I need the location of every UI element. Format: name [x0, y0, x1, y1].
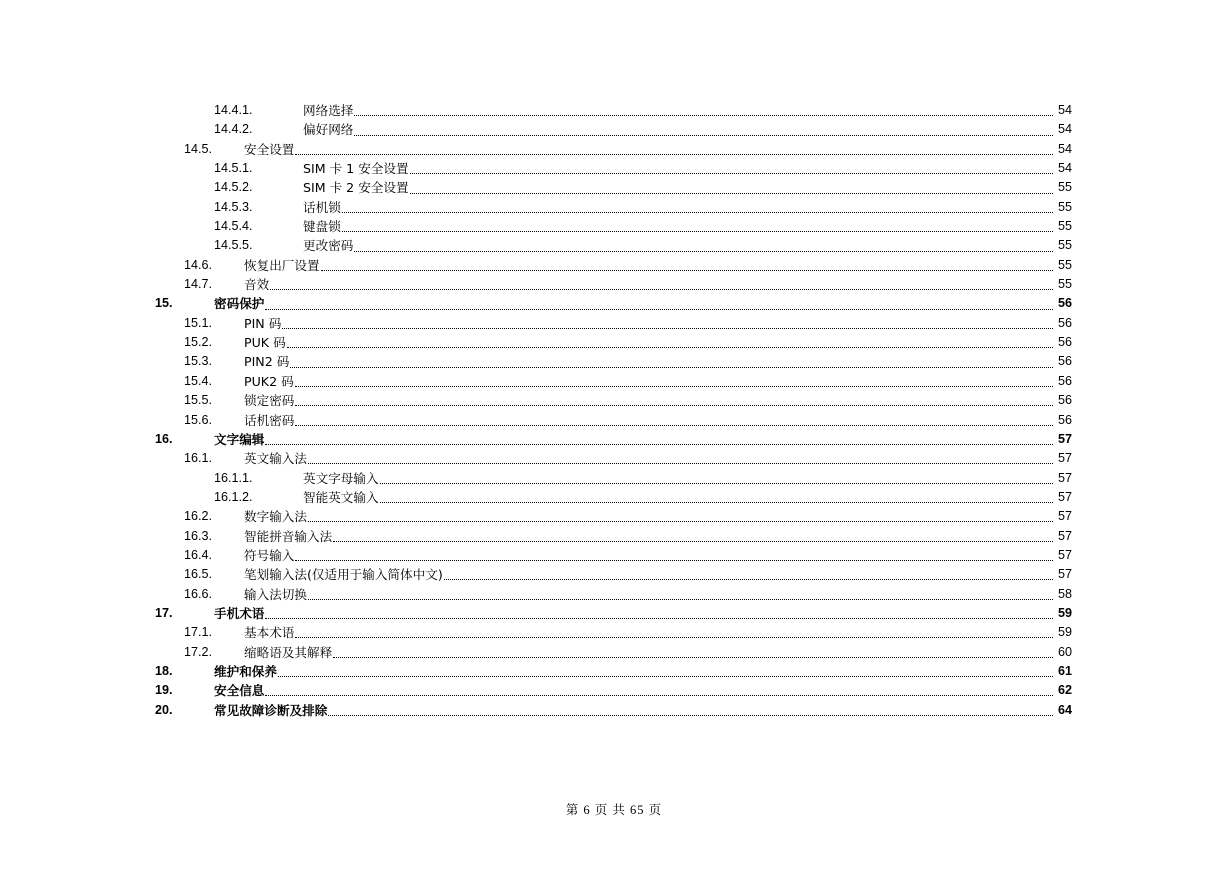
toc-entry[interactable] — [0, 178, 1228, 197]
toc-entry-number: 14.5.1. — [214, 161, 253, 176]
toc-entry-title: 安全信息 — [214, 683, 265, 699]
toc-entry-number: 14.4.1. — [214, 103, 253, 117]
dot-leader — [295, 386, 1053, 387]
toc-entry-number: 15.2. — [184, 335, 213, 350]
toc-entry[interactable] — [0, 372, 1228, 391]
toc-entry-number: 17.2. — [184, 644, 213, 659]
toc-entry-page: 56 — [1057, 335, 1072, 350]
toc-entry-page: 54 — [1057, 141, 1072, 156]
dot-leader — [410, 193, 1053, 194]
toc-entry-page: 57 — [1057, 547, 1072, 562]
toc-entry[interactable] — [0, 527, 1228, 546]
toc-entry-number: 17. — [155, 605, 173, 620]
toc-entry-title: 更改密码 — [303, 238, 354, 254]
toc-entry-number: 16.1.1. — [214, 470, 253, 485]
toc-entry-number: 20. — [155, 702, 173, 717]
toc-entry-title: 基本术语 — [244, 625, 295, 641]
toc-entry-title: 话机密码 — [244, 412, 295, 428]
toc-entry[interactable] — [0, 101, 1228, 120]
toc-entry-number: 15.3. — [184, 354, 213, 369]
toc-entry-page: 57 — [1057, 528, 1072, 543]
dot-leader — [282, 328, 1053, 329]
toc-entry-page: 57 — [1057, 451, 1072, 466]
toc-entry[interactable] — [0, 294, 1228, 313]
toc-entry-title: 英文字母输入 — [303, 470, 379, 486]
toc-entry-page: 64 — [1057, 702, 1072, 717]
dot-leader — [354, 251, 1053, 252]
dot-leader — [270, 289, 1053, 290]
toc-entry-page: 55 — [1057, 277, 1072, 292]
toc-entry-page: 59 — [1057, 625, 1072, 640]
toc-entry-page: 58 — [1057, 586, 1072, 601]
toc-entry-page: 54 — [1057, 103, 1072, 117]
toc-entry-title: 恢复出厂设置 — [244, 257, 320, 273]
toc-entry[interactable] — [0, 488, 1228, 507]
toc-entry[interactable] — [0, 391, 1228, 410]
toc-entry-number: 14.5.4. — [214, 219, 253, 234]
toc-entry-page: 54 — [1057, 122, 1072, 137]
toc-entry-page: 55 — [1057, 199, 1072, 214]
toc-entry-number: 16.1. — [184, 451, 213, 466]
toc-entry-page: 60 — [1057, 644, 1072, 659]
toc-entry[interactable] — [0, 643, 1228, 662]
dot-leader — [380, 502, 1053, 503]
toc-entry-page: 56 — [1057, 393, 1072, 408]
dot-leader — [265, 618, 1053, 619]
dot-leader — [265, 695, 1053, 696]
toc-entry-page: 57 — [1057, 489, 1072, 504]
page-footer: 第 6 页 共 65 页 — [565, 803, 663, 817]
toc-entry-number: 15.5. — [184, 393, 213, 408]
toc-entry-title: SIM 卡 2 安全设置 — [303, 180, 409, 196]
toc-entry[interactable] — [0, 140, 1228, 159]
toc-entry-title: 维护和保养 — [214, 663, 277, 679]
toc-entry-page: 62 — [1057, 683, 1072, 698]
toc-entry-number: 16.5. — [184, 567, 213, 582]
toc-entry-number: 17.1. — [184, 625, 213, 640]
dot-leader — [295, 560, 1053, 561]
toc-entry-title: PIN2 码 — [244, 354, 290, 370]
toc-entry-number: 15.4. — [184, 373, 213, 388]
toc-entry[interactable] — [0, 469, 1228, 488]
toc-entry-title: 常见故障诊断及排除 — [214, 702, 328, 718]
dot-leader — [354, 115, 1053, 116]
toc-entry[interactable] — [0, 662, 1228, 681]
dot-leader — [354, 135, 1053, 136]
dot-leader — [295, 425, 1053, 426]
toc-entry[interactable] — [0, 352, 1228, 371]
toc-entry-number: 19. — [155, 683, 173, 698]
dot-leader — [342, 231, 1053, 232]
toc-entry-page: 55 — [1057, 257, 1072, 272]
toc-entry-title: 智能拼音输入法 — [244, 528, 333, 544]
toc-entry-page: 57 — [1057, 470, 1072, 485]
toc-entry-number: 14.6. — [184, 257, 213, 272]
toc-entry-number: 14.5. — [184, 141, 213, 156]
toc-entry[interactable] — [0, 604, 1228, 623]
dot-leader — [295, 154, 1053, 155]
toc-entry-title: 符号输入 — [244, 547, 295, 563]
toc-entry-page: 56 — [1057, 373, 1072, 388]
toc-entry-title: 安全设置 — [244, 141, 295, 157]
toc-entry-title: 话机锁 — [303, 199, 341, 215]
toc-entry-page: 56 — [1057, 354, 1072, 369]
toc-entry-title: 智能英文输入 — [303, 489, 379, 505]
toc-entry-page: 56 — [1057, 412, 1072, 427]
toc-entry-title: 键盘锁 — [303, 219, 341, 235]
toc-entry[interactable] — [0, 198, 1228, 217]
toc-entry-page: 55 — [1057, 180, 1072, 195]
dot-leader — [333, 541, 1053, 542]
dot-leader — [265, 444, 1053, 445]
toc-entry-page: 59 — [1057, 605, 1072, 620]
toc-entry-number: 14.5.5. — [214, 238, 253, 253]
dot-leader — [287, 347, 1053, 348]
toc-entry[interactable] — [0, 546, 1228, 565]
toc-entry-number: 14.4.2. — [214, 122, 253, 137]
toc-entry-title: 笔划输入法(仅适用于输入简体中文) — [244, 567, 443, 583]
toc-entry-title: 偏好网络 — [303, 122, 354, 138]
toc-entry-title: SIM 卡 1 安全设置 — [303, 161, 409, 177]
toc-entry[interactable] — [0, 449, 1228, 468]
toc-entry-title: PUK2 码 — [244, 373, 294, 389]
toc-entry[interactable] — [0, 701, 1228, 720]
toc-entry[interactable] — [0, 314, 1228, 333]
toc-entry-page: 56 — [1057, 296, 1072, 311]
dot-leader — [342, 212, 1053, 213]
toc-entry-number: 14.5.3. — [214, 199, 253, 214]
toc-entry-page: 61 — [1057, 663, 1072, 678]
toc-entry-page: 56 — [1057, 315, 1072, 330]
toc-entry-number: 14.7. — [184, 277, 213, 292]
toc-entry-title: 英文输入法 — [244, 451, 307, 467]
toc-entry-number: 16.1.2. — [214, 489, 253, 504]
toc-entry[interactable] — [0, 256, 1228, 275]
toc-entry-title: 密码保护 — [214, 296, 265, 312]
dot-leader — [380, 483, 1053, 484]
toc-entry[interactable] — [0, 430, 1228, 449]
toc-entry-page: 57 — [1057, 509, 1072, 524]
toc-entry-number: 16. — [155, 431, 173, 446]
dot-leader — [444, 579, 1053, 580]
toc-entry-title: 音效 — [244, 277, 270, 293]
dot-leader — [410, 173, 1053, 174]
toc-entry[interactable] — [0, 217, 1228, 236]
toc-entry[interactable] — [0, 585, 1228, 604]
table-of-contents — [0, 101, 1228, 720]
toc-entry-number: 15. — [155, 296, 173, 311]
dot-leader — [308, 521, 1053, 522]
dot-leader — [278, 676, 1053, 677]
toc-entry[interactable] — [0, 120, 1228, 139]
toc-entry-title: PIN 码 — [244, 315, 282, 331]
toc-entry-title: 数字输入法 — [244, 509, 307, 525]
dot-leader — [290, 367, 1053, 368]
dot-leader — [333, 657, 1053, 658]
toc-entry-number: 16.6. — [184, 586, 213, 601]
toc-entry[interactable] — [0, 623, 1228, 642]
toc-entry[interactable] — [0, 159, 1228, 178]
toc-entry-title: 网络选择 — [303, 103, 354, 118]
toc-entry[interactable] — [0, 333, 1228, 352]
toc-entry-page: 57 — [1057, 431, 1072, 446]
toc-entry-page: 54 — [1057, 161, 1072, 176]
toc-entry-number: 16.2. — [184, 509, 213, 524]
toc-entry-number: 15.1. — [184, 315, 213, 330]
toc-entry[interactable] — [0, 565, 1228, 584]
toc-entry[interactable] — [0, 275, 1228, 294]
toc-entry-number: 16.3. — [184, 528, 213, 543]
toc-entry-number: 16.4. — [184, 547, 213, 562]
dot-leader — [295, 637, 1053, 638]
toc-entry[interactable] — [0, 236, 1228, 255]
toc-entry-number: 18. — [155, 663, 173, 678]
toc-entry-title: 缩略语及其解释 — [244, 644, 333, 660]
dot-leader — [321, 270, 1053, 271]
toc-entry-title: 手机术语 — [214, 605, 265, 621]
dot-leader — [308, 463, 1053, 464]
dot-leader — [265, 309, 1053, 310]
toc-entry-page: 55 — [1057, 238, 1072, 253]
toc-entry-number: 15.6. — [184, 412, 213, 427]
toc-entry-title: 文字编辑 — [214, 431, 265, 447]
toc-entry-title: 锁定密码 — [244, 393, 295, 409]
toc-entry[interactable] — [0, 507, 1228, 526]
toc-entry-number: 14.5.2. — [214, 180, 253, 195]
toc-entry-title: PUK 码 — [244, 335, 286, 351]
toc-entry[interactable] — [0, 681, 1228, 700]
toc-entry-title: 输入法切换 — [244, 586, 307, 602]
toc-entry-page: 57 — [1057, 567, 1072, 582]
dot-leader — [308, 599, 1053, 600]
toc-entry-page: 55 — [1057, 219, 1072, 234]
toc-entry[interactable] — [0, 411, 1228, 430]
dot-leader — [295, 405, 1053, 406]
dot-leader — [328, 715, 1053, 716]
